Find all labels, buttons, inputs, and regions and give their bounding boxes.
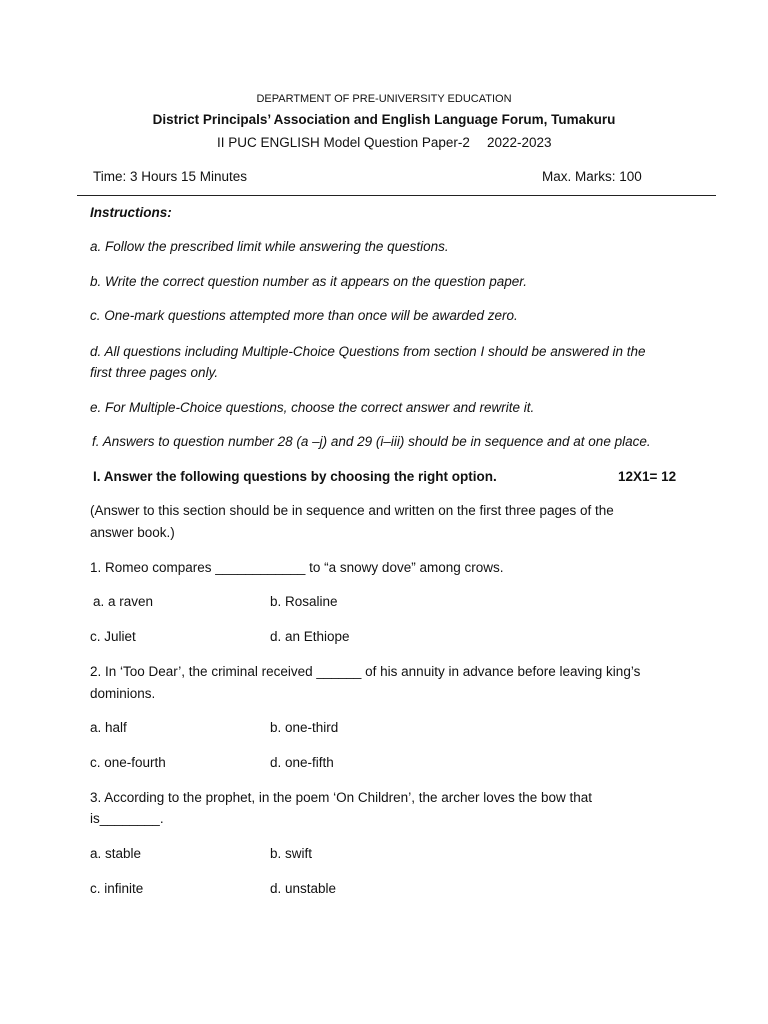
instruction-item: first three pages only. <box>90 365 219 380</box>
option-d: d. one-fifth <box>270 755 334 770</box>
instructions-heading: Instructions: <box>90 205 172 220</box>
department-name: DEPARTMENT OF PRE-UNIVERSITY EDUCATION <box>256 93 512 105</box>
exam-time: Time: 3 Hours 15 Minutes <box>93 169 248 184</box>
option-b: b. Rosaline <box>270 594 338 609</box>
section-marks: 12X1= 12 <box>618 469 677 484</box>
option-a: a. a raven <box>93 594 154 609</box>
section-note: (Answer to this section should be in sequence and written on the first three pages of the <box>90 503 614 518</box>
option-c: c. infinite <box>90 881 144 896</box>
section-heading: I. Answer the following questions by choosing the right option. <box>93 469 497 484</box>
question-text: 2. In ‘Too Dear’, the criminal received ______ of his annuity in advance before leaving king’s <box>90 664 641 679</box>
question-text: 1. Romeo compares ____________ to “a snowy dove” among crows. <box>90 560 504 575</box>
option-b: b. one-third <box>270 720 339 735</box>
instruction-item: a. Follow the prescribed limit while answering the questions. <box>90 239 449 254</box>
option-a: a. stable <box>90 846 142 861</box>
section-note: answer book.) <box>90 525 175 540</box>
option-b: b. swift <box>270 846 313 861</box>
instruction-item: e. For Multiple-Choice questions, choose the correct answer and rewrite it. <box>90 400 535 415</box>
question-text: 3. According to the prophet, in the poem ‘On Children’, the archer loves the bow that <box>90 790 593 805</box>
option-c: c. Juliet <box>90 629 136 644</box>
association-name: District Principals’ Association and English Language Forum, Tumakuru <box>152 112 616 127</box>
option-d: d. unstable <box>270 881 337 896</box>
option-c: c. one-fourth <box>90 755 166 770</box>
question-text-continued: dominions. <box>90 686 156 701</box>
instruction-item: d. All questions including Multiple-Choice Questions from section I should be answered in the <box>90 344 646 359</box>
instruction-item: f. Answers to question number 28 (a –j) and 29 (i–iii) should be in sequence and at one place. <box>92 434 651 449</box>
question-text-continued: is________. <box>90 811 164 826</box>
option-a: a. half <box>90 720 127 735</box>
option-d: d. an Ethiope <box>270 629 350 644</box>
instruction-item: b. Write the correct question number as it appears on the question paper. <box>90 274 527 289</box>
header-divider <box>77 195 716 196</box>
paper-title: II PUC ENGLISH Model Question Paper-2 <box>217 135 470 150</box>
paper-year: 2022-2023 <box>487 135 552 150</box>
instruction-item: c. One-mark questions attempted more than once will be awarded zero. <box>90 308 518 323</box>
max-marks: Max. Marks: 100 <box>542 169 642 184</box>
